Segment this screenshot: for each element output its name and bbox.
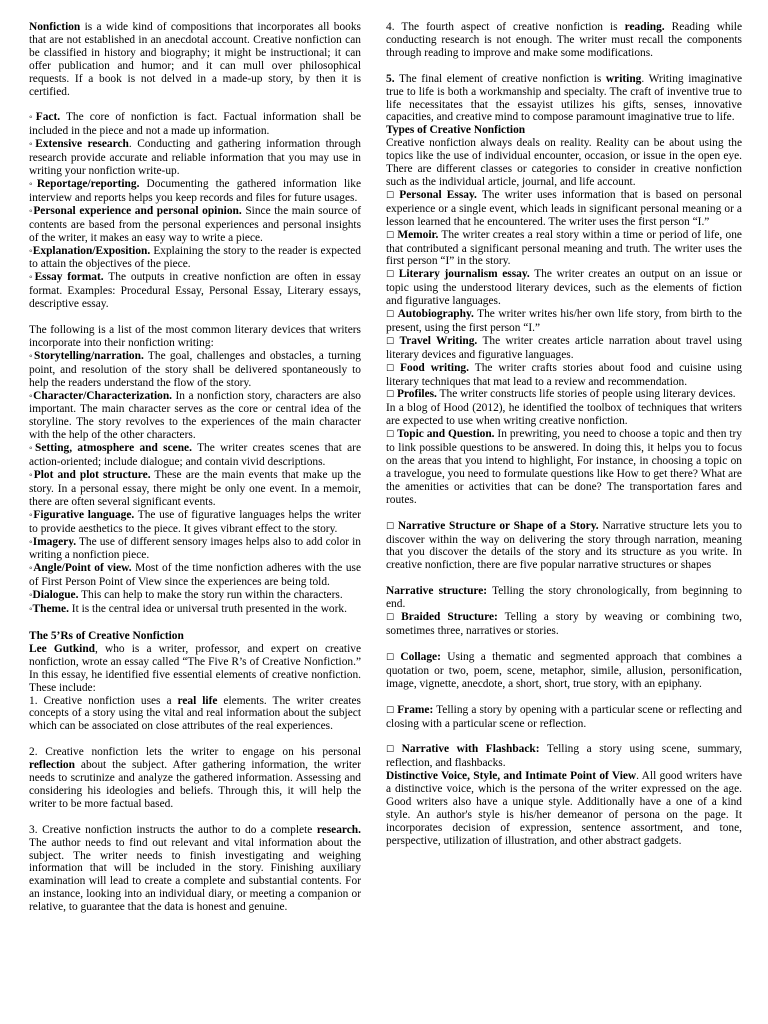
bullet-icon: ◦ (29, 245, 33, 257)
bullet-icon: ◦ (29, 178, 37, 190)
list-item: ◦Figurative language. The use of figurative languages helps the writer to provide aesthetics to the piece. It gives vibrant effect to the story. (29, 508, 362, 535)
left-column (29, 21, 361, 914)
box-icon: ☐ (386, 390, 395, 401)
bullet-icon: ◦ (29, 563, 34, 575)
bullet-icon: ◦ (29, 139, 36, 151)
box-icon: ☐ (386, 521, 395, 532)
r2-paragraph: 2. Creative nonfiction lets the writer to engage on his personal reflection about the subject. After gathering information, the writer needs to scrutinize and analyze the gathered information. Assessing and considering his ideologies and beliefs. Through this, it will help the writer to be more factual based. (29, 746, 361, 810)
type-item: ☐ Memoir. The writer creates a real story within a time or period of life, one that contributed a significant personal meaning and truth. The writer uses the first person “I” in the story. (386, 228, 742, 268)
bullet-icon: ◦ (29, 272, 35, 284)
type-item: ☐ Literary journalism essay. The writer creates an output on an issue or topic using the understood literary devices, such as the elements of fiction and figurative languages. (386, 268, 743, 308)
frame-paragraph: ☐ Frame: Telling a story by opening with a particular scene or reflecting and closing with a particular scene or reflection. (386, 703, 742, 730)
voice-paragraph: Distinctive Voice, Style, and Intimate Point of View. All good writers have a distinctive voice, which is the persona of the writer expressed on the age. Good writers also have a unique style. Additionally have a one of a kind style. An author's style is his/her demeanor of persona on the page. It incorporates decision of expression, sentence assortment, and tone, perspective, utilization of illustration, and other abstract gadgets. (386, 770, 742, 847)
list-item: ◦Personal experience and personal opinion. Since the main source of contents are based from the personal experiences and personal insights of the writer, it makes an easy way to write a piece. (29, 204, 362, 244)
type-item: ☐ Travel Writing. The writer creates article narration about travel using literary devices and figurative languages. (386, 334, 742, 361)
box-icon: ☐ (386, 336, 395, 347)
box-icon: ☐ (386, 430, 395, 441)
box-icon: ☐ (386, 745, 395, 756)
intro-term: Nonfiction (29, 21, 81, 33)
list-item: ◦Theme. It is the central idea or universal truth presented in the work. (29, 603, 347, 616)
topic-paragraph: ☐ Topic and Question. In prewriting, you need to choose a topic and then try to link possible questions to be answered. In doing this, it helps you to focus on the areas that you intend to highlight, For instance, in choosing a topic on a travelogue, you need to formulate questions like How to get there? What are the amenities or activities that can be done? The transportation fares and routes. (386, 428, 742, 506)
box-icon: ☐ (386, 652, 395, 663)
list-item: ◦Fact. The core of nonfiction is fact. Factual information shall be included in the piece and not a made up information. (29, 111, 361, 138)
list-item: ◦Imagery. The use of different sensory images helps also to add color in writing a nonfiction piece. (29, 535, 361, 562)
list-item: ◦Extensive research. Conducting and gathering information through research provide accurate and reliable information that you may use in writing your nonfiction write-up. (29, 138, 361, 178)
list-item: ◦Storytelling/narration. The goal, challenges and obstacles, a turning point, and resolution of the story shall be delivered spontaneously to help the readers understand the flow of the story. (29, 349, 361, 389)
list-item: ◦Reportage/reporting. Documenting the gathered information like interview and reports helps you keep records and files for future usages. (29, 177, 362, 204)
devices-list (29, 350, 361, 617)
list-item: ◦Plot and plot structure. These are the main events that make up the story. In a personal essay, there might be only one event. In a memoir, there are often several significant events. (29, 469, 362, 508)
box-icon: ☐ (386, 613, 395, 624)
r4-paragraph: 4. The fourth aspect of creative nonfiction is reading. Reading while conducting research is not enough. The writer must recall the components through reading to improve and make some modifications. (386, 21, 742, 59)
list-item: ◦Setting, atmosphere and scene. The writer creates scenes that are action-oriented; include dialogue; and contain vivid descriptions. (29, 442, 362, 469)
r1-paragraph: 1. Creative nonfiction uses a real life elements. The writer creates concepts of a story using the vital and real information about the subject which can be associated on close attributes of the real experiences. (29, 694, 361, 733)
bullet-icon: ◦ (29, 443, 36, 455)
bullet-icon: ◦ (29, 390, 34, 402)
bullet-icon: ◦ (29, 590, 33, 602)
bullet-icon: ◦ (29, 509, 34, 521)
type-item: ☐ Profiles. The writer constructs life stories of people using literary devices. (386, 388, 736, 401)
intro-paragraph (29, 21, 361, 98)
bullet-icon: ◦ (29, 350, 35, 362)
type-item: ☐ Autobiography. The writer writes his/her own life story, from birth to the present, using the first person “I.” (386, 308, 742, 334)
type-item: ☐ Food writing. The writer crafts stories about food and cuisine using literary techniques that mat lead to a review and recommendation. (386, 361, 742, 388)
box-icon: ☐ (386, 230, 395, 241)
r3-paragraph: 3. Creative nonfiction instructs the author to do a complete research. The author needs to find out relevant and vital information about the subject. The writer needs to finish investigating and weighing information that will be included in the story. Finishing auxiliary examination will lead to create a complete and substantial contents. For an instance, looking into an individual diary, or meeting a companion or relative, to guarantee that the data is honest and genuine. (29, 823, 361, 914)
elements-list (29, 111, 361, 311)
hood-paragraph: In a blog of Hood (2012), he identified the toolbox of techniques that writers are expected to use when writing creative nonfiction. (386, 402, 742, 428)
list-item: ◦Character/Characterization. In a nonfiction story, characters are also important. The main character serves as the core or central idea of the storyline. The story revolves to the experiences of the main character with the help of the other characters. (29, 389, 361, 442)
list-item: ◦Angle/Point of view. Most of the time nonfiction adheres with the use of First Person Point of View since the experiences are being told. (29, 562, 362, 589)
box-icon: ☐ (386, 190, 395, 201)
r5-paragraph: 5. The final element of creative nonfiction is writing. Writing imaginative true to life is both a workmanship and specialty. The craft of inventive true to life necessitates that the essayist utilizes his gifts, senses, innovative capacities, and creative mind to compose paramount imaginative true to life. (386, 72, 742, 124)
narrative-structure-paragraph: Narrative structure: Telling the story chronologically, from beginning to end. (386, 585, 742, 611)
box-icon: ☐ (386, 270, 395, 281)
type-item: ☐ Personal Essay. The writer uses information that is based on personal experience or a single event, which leads in significant personal meaning or a lesson learned that he encountered. The writer uses the first person “I.” (386, 188, 742, 228)
bullet-icon: ◦ (29, 536, 33, 548)
list-item: ◦Dialogue. This can help to make the story run within the characters. (29, 589, 343, 602)
devices-intro: The following is a list of the most common literary devices that writers incorporate into their nonfiction writing: (29, 324, 361, 349)
bullet-icon: ◦ (29, 205, 34, 217)
bullet-icon: ◦ (29, 112, 36, 124)
right-column (386, 21, 742, 848)
list-item: ◦Essay format. The outputs in creative nonfiction are often in essay format. Examples: Procedural Essay, Personal Essay, Literary essays, descriptive essay. (29, 271, 361, 311)
box-icon: ☐ (386, 705, 395, 716)
narrative-shape-paragraph: ☐ Narrative Structure or Shape of a Story. Narrative structure lets you to discover within the way on delivering the story through narration, meaning that you discover the details of the story and its structure as you write. In creative nonfiction, there are five popular narrative structures or shapes (386, 519, 742, 572)
list-item: ◦Explanation/Exposition. Explaining the story to the reader is expected to attain the objectives of the piece. (29, 244, 361, 271)
braided-paragraph: ☐ Braided Structure: Telling a story by weaving or combining two, sometimes three, narratives or stories. (386, 611, 742, 637)
rs-intro: Lee Gutkind, who is a writer, professor, and expert on creative nonfiction, wrote an essay called “The Five R’s of Creative Nonfiction.” In this essay, he identified five essential elements of creative nonfiction. These include: (29, 642, 361, 694)
rs-heading: The 5’Rs of Creative Nonfiction (29, 629, 184, 642)
bullet-icon: ◦ (29, 604, 33, 616)
types-heading: Types of Creative Nonfiction (386, 124, 526, 137)
flashback-paragraph: ☐ Narrative with Flashback: Telling a story using scene, summary, reflection, and flashbacks. (386, 743, 742, 770)
collage-paragraph: ☐ Collage: Using a thematic and segmented approach that combines a quotation or two, poem, scene, metaphor, simile, allusion, personification, image, vignette, anecdote, a short, short, true story, with an epiphany. (386, 650, 742, 690)
box-icon: ☐ (386, 310, 395, 321)
box-icon: ☐ (386, 363, 395, 374)
types-intro: Creative nonfiction always deals on reality. Reality can be about using the topics like the use of individual encounter, occasion, or issue in the open eye. There are different classes or categories to consider in creative nonfiction such as the individual article, journal, and life account. (386, 137, 742, 188)
intro-text: is a wide kind of compositions that incorporates all books that are not established in an anecdotal account. Creative nonfiction can be classified in history and biography; it might be instructional; it can offer publication and humor; and it can mull over philosophical requests. If a book is not delved in a made-up story, by then it is certified. (29, 21, 361, 98)
bullet-icon: ◦ (29, 470, 34, 481)
